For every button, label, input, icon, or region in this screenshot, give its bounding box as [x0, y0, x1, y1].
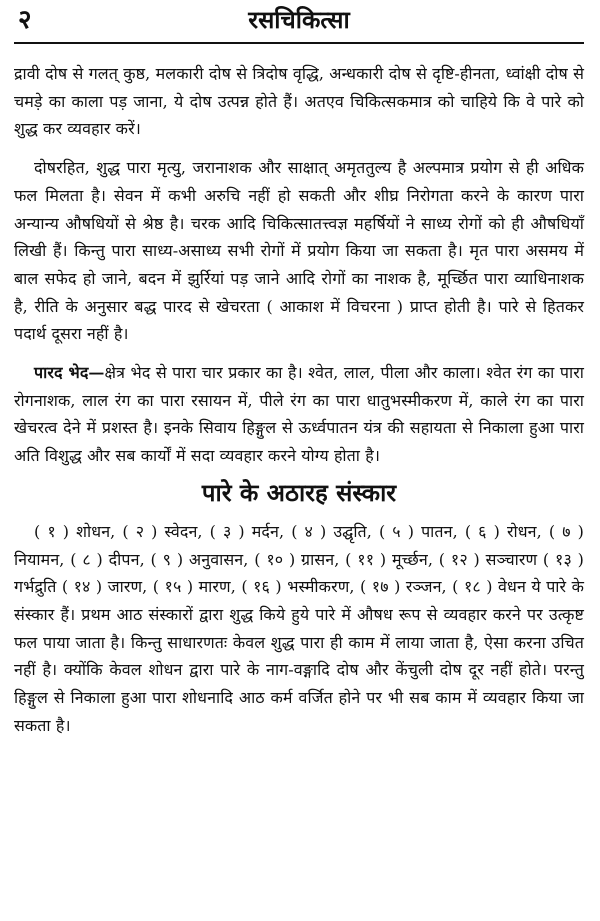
section-heading: पारे के अठारह संस्कार [201, 477, 397, 507]
paragraph-dosha-effects: द्रावी दोष से गलत् कुष्ठ, मलकारी दोष से त्रिदोष वृद्धि, अन्धकारी दोष से दृष्टि-हीनता, ध्वांक्षी दोष से चमड़े का काला पड़ जाना, ये दोष उत्पन्न होते हैं। अतएव चिकित्सकमात्र को चाहिये कि वे पारे को शुद्ध कर व्यवहार करें। [14, 64, 584, 139]
running-title: रसचिकित्सा [248, 5, 350, 34]
paragraph-pure-mercury-benefits: दोषरहित, शुद्ध पारा मृत्यु, जरानाशक और साक्षात् अमृततुल्य है अल्पमात्र प्रयोग से ही अधिक फल मिलता है। सेवन में कभी अरुचि नहीं हो सकती और शीघ्र निरोगता करने के कारण पारा अन्यान्य औषधियों से श्रेष्ठ है। चरक आदि चिकित्सातत्त्वज्ञ महर्षियों ने साध्य रोगों को ही औषधियाँ लिखी हैं। किन्तु पारा साध्य-असाध्य सभी रोगों में प्रयोग किया जा सकता है। मृत पारा असमय में बाल सफेद हो जाने, बदन में झुर्रियां पड़ जाने आदि रोगों का नाशक है, मूर्च्छित पारा व्याधिनाशक है, रीति के अनुसार बद्ध पारद से खेचरता ( आकाश में विचरना ) प्राप्त होती है। पारे से हितकर पदार्थ दूसरा नहीं है। [14, 158, 584, 344]
paragraph-lead-heading: पारद भेद— [34, 363, 105, 383]
paragraph-mercury-types [14, 359, 584, 470]
paragraph-mercury-types-text: क्षेत्र भेद से पारा चार प्रकार का है। श्वेत, लाल, पीला और काला। श्वेत रंग का पारा रोगनाशक, लाल रंग का पारा रसायन में, पीले रंग का पारा धातुभस्मीकरण में, काले रंग का पारा खेचरत्व देने में प्रशस्त है। इनके सिवाय हिङ्गुल से ऊर्ध्वपातन यंत्र की सहायता से निकाला हुआ पारा अति विशुद्ध और सब कार्यों में सदा व्यवहार करने योग्य होता है। [14, 363, 584, 466]
header-rule [14, 42, 584, 44]
paragraph-eighteen-samskaras: ( १ ) शोधन, ( २ ) स्वेदन, ( ३ ) मर्दन, ( ४ ) उद्घृति, ( ५ ) पातन, ( ६ ) रोधन, ( ७ ) नियामन, ( ८ ) दीपन, ( ९ ) अनुवासन, ( १० ) ग्रासन, ( ११ ) मूर्च्छन, ( १२ ) सञ्चारण ( १३ ) गर्भद्रुति ( १४ ) जारण, ( १५ ) मारण, ( १६ ) भस्मीकरण, ( १७ ) रञ्जन, ( १८ ) वेधन ये पारे के संस्कार हैं। प्रथम आठ संस्कारों द्वारा शुद्ध किये हुये पारे में औषध रूप से व्यवहार करने पर उत्कृष्ट फल पाया जाता है। किन्तु साधारणतः केवल शुद्ध पारा ही काम में लाया जाता है, ऐसा करना उचित नहीं है। क्योंकि केवल शोधन द्वारा पारे के नाग-वङ्गादि दोष और केंचुली दोष दूर नहीं होते। परन्तु हिङ्गुल से निकाला हुआ पारा शोधनादि आठ कर्म वर्जित होने पर भी सब काम में व्यवहार किया जा सकता है। [14, 521, 584, 735]
page-number: २ [18, 5, 32, 35]
page-header [14, 0, 584, 42]
